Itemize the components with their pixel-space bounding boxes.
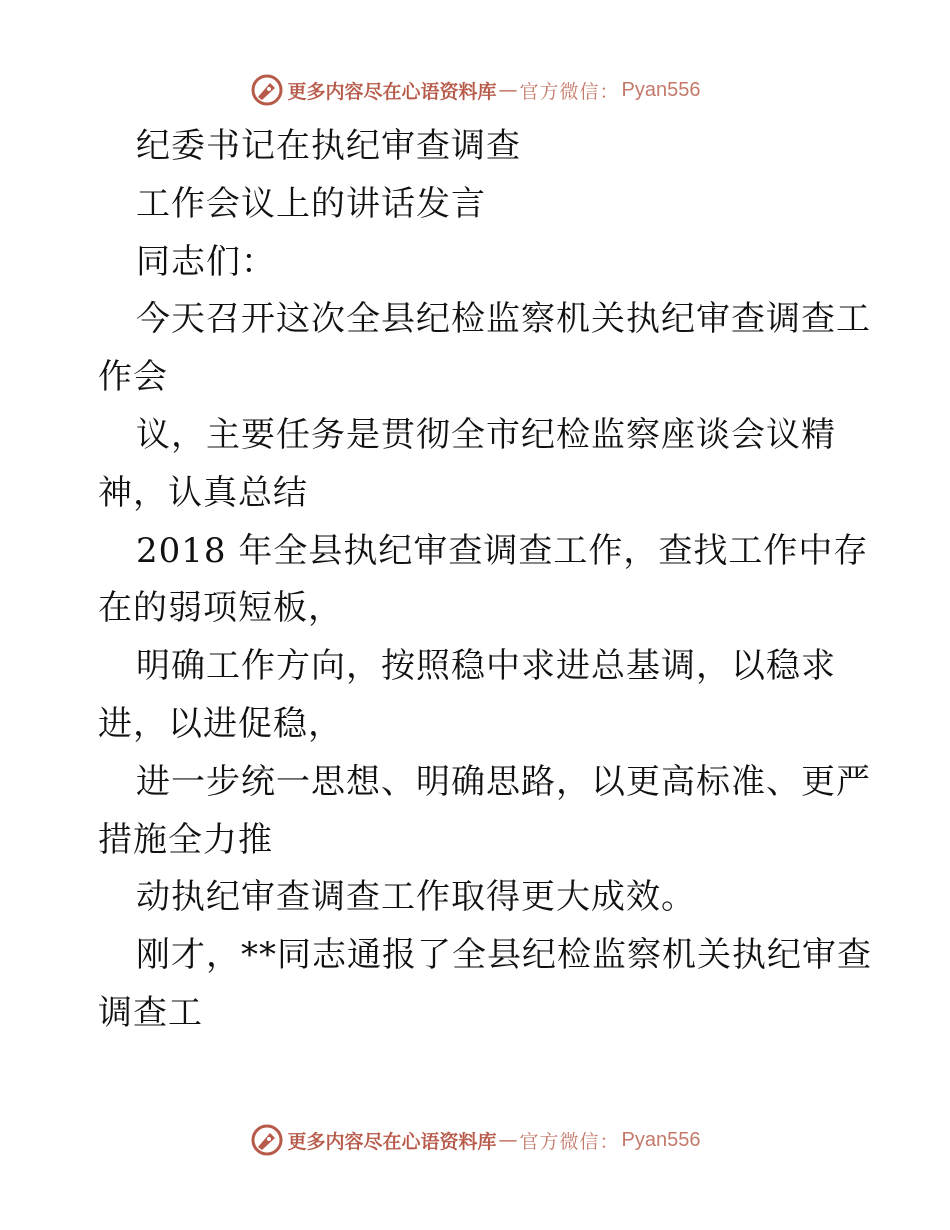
document-line: 在的弱项短板，	[98, 588, 343, 629]
document-line: 措施全力推	[98, 819, 273, 860]
document-line: 作会	[98, 357, 168, 398]
watermark-official-label: 官方微信：	[519, 1130, 620, 1153]
watermark-wechat-id: Pyan556	[621, 78, 701, 101]
document-line: 动执纪审查调查工作取得更大成效。	[136, 877, 696, 918]
pen-nib-logo-icon	[250, 1123, 284, 1157]
document-line: 神，认真总结	[98, 472, 308, 513]
pen-nib-logo-icon	[250, 73, 284, 107]
document-line: 明确工作方向，按照稳中求进总基调，以稳求	[136, 646, 836, 687]
document-line: 同志们：	[136, 241, 276, 282]
watermark-brand: 更多内容尽在心语资料库	[287, 80, 497, 103]
watermark-dash: —	[498, 1129, 518, 1151]
document-line: 今天召开这次全县纪检监察机关执纪审查调查工	[136, 299, 871, 340]
document-line: 进一步统一思想、明确思路，以更高标准、更严	[136, 761, 871, 802]
watermark-brand: 更多内容尽在心语资料库	[287, 1130, 497, 1153]
document-body	[98, 118, 872, 1043]
watermark-wechat-id: Pyan556	[621, 1128, 701, 1151]
watermark-banner-bottom	[0, 1120, 950, 1160]
document-line: 议，主要任务是贯彻全市纪检监察座谈会议精	[136, 414, 836, 455]
document-line: 纪委书记在执纪审查调查	[136, 126, 521, 166]
document-line: 刚才，**同志通报了全县纪检监察机关执纪审查	[136, 935, 872, 976]
document-line: 2018 年全县执纪审查调查工作，查找工作中存	[136, 530, 869, 571]
document-line: 进，以进促稳，	[98, 703, 343, 744]
document-line: 工作会议上的讲话发言	[136, 183, 486, 224]
document-line: 调查工	[98, 992, 203, 1033]
watermark-banner-top	[0, 70, 950, 110]
watermark-dash: —	[498, 79, 518, 101]
watermark-official-label: 官方微信：	[519, 80, 620, 103]
